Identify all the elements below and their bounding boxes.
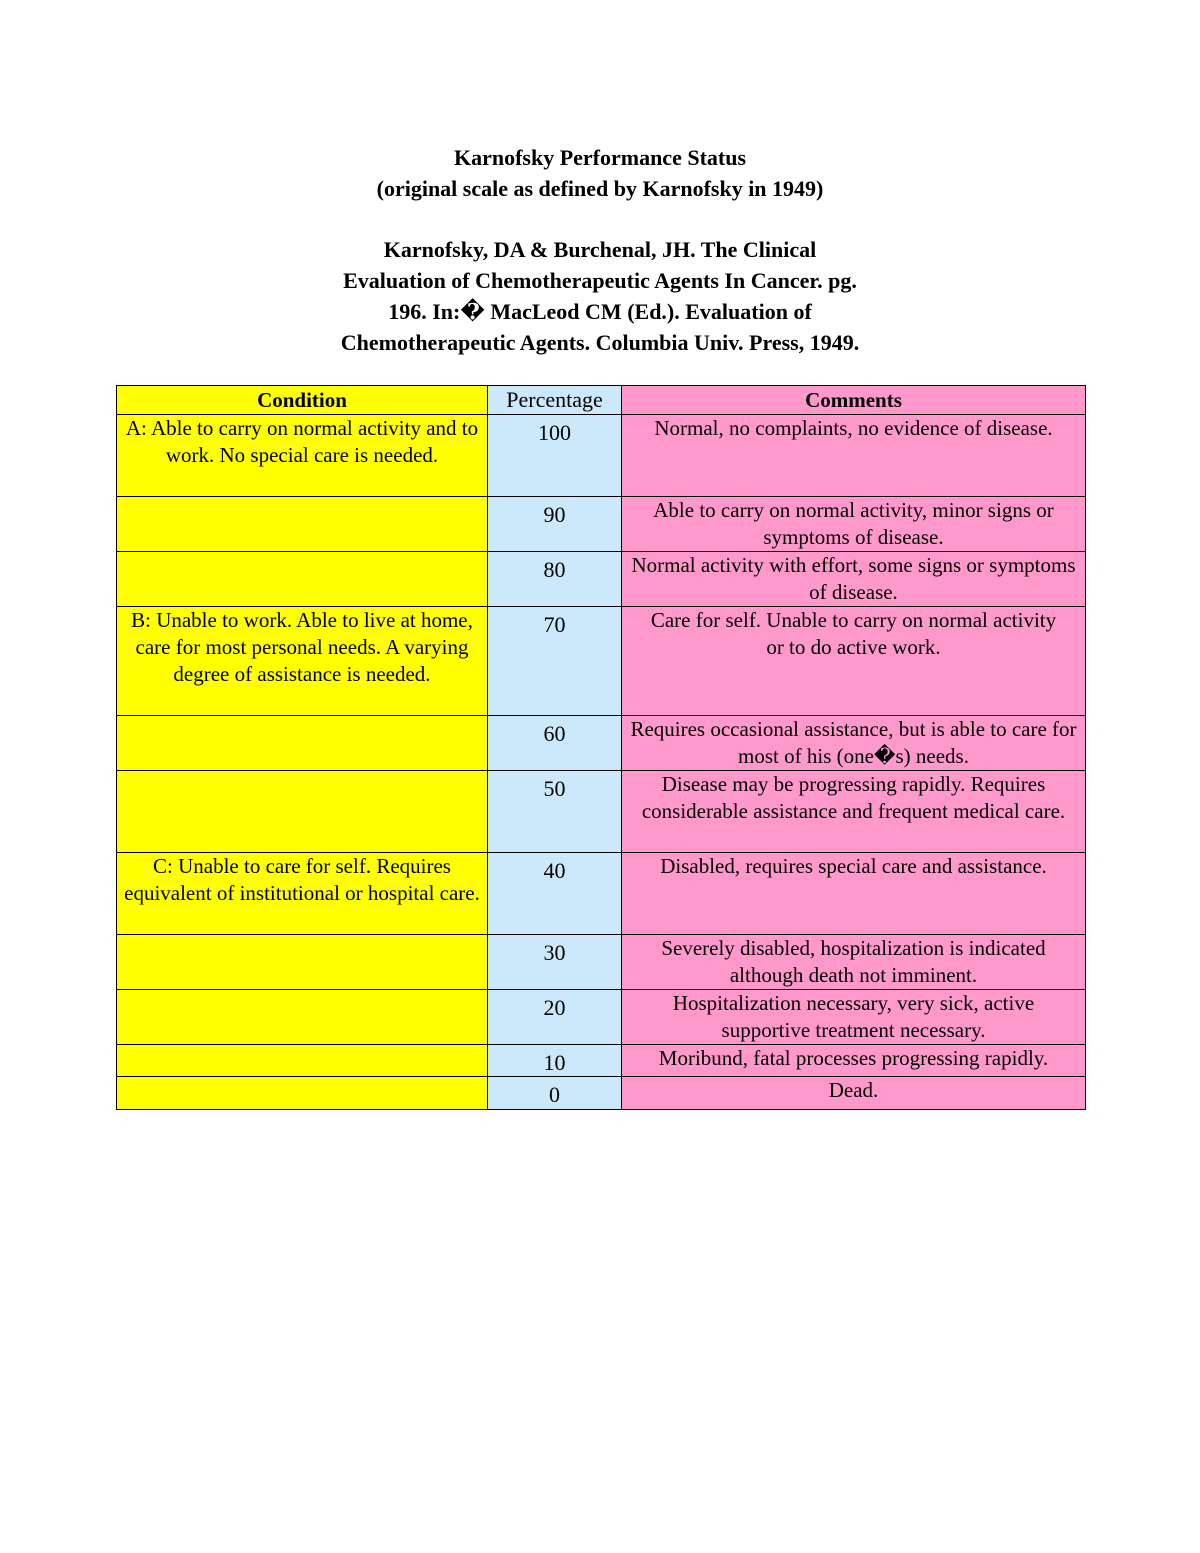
percentage-cell: 40 <box>488 853 622 935</box>
comment-cell: Moribund, fatal processes progressing rapidly. <box>622 1045 1086 1077</box>
table-row <box>117 853 1086 935</box>
table-row <box>117 1045 1086 1077</box>
reference-line: 196. In:� MacLeod CM (Ed.). Evaluation of <box>388 299 812 324</box>
header-spacer <box>0 204 1200 234</box>
percentage-cell: 70 <box>488 607 622 716</box>
condition-cell <box>117 497 488 552</box>
comment-cell: Severely disabled, hospitalization is indicated although death not imminent. <box>622 935 1086 990</box>
table-row <box>117 716 1086 771</box>
condition-cell <box>117 990 488 1045</box>
percentage-cell: 30 <box>488 935 622 990</box>
percentage-cell: 0 <box>488 1077 622 1110</box>
comment-cell: Normal activity with effort, some signs or symptoms of disease. <box>622 552 1086 607</box>
table-row <box>117 935 1086 990</box>
table-row <box>117 607 1086 716</box>
comment-cell: Requires occasional assistance, but is able to care for most of his (one�s) needs. <box>622 716 1086 771</box>
table-row <box>117 415 1086 497</box>
condition-cell: C: Unable to care for self. Requires equivalent of institutional or hospital care. <box>117 853 488 935</box>
column-header-percentage: Percentage <box>488 386 622 415</box>
column-header-condition: Condition <box>117 386 488 415</box>
percentage-cell: 20 <box>488 990 622 1045</box>
comment-cell: Disabled, requires special care and assistance. <box>622 853 1086 935</box>
condition-cell <box>117 1045 488 1077</box>
condition-cell: A: Able to carry on normal activity and to work. No special care is needed. <box>117 415 488 497</box>
comment-cell: Hospitalization necessary, very sick, active supportive treatment necessary. <box>622 990 1086 1045</box>
comment-cell: Care for self. Unable to carry on normal activity or to do active work. <box>622 607 1086 716</box>
document-header <box>0 142 1200 358</box>
percentage-cell: 90 <box>488 497 622 552</box>
reference-line: Karnofsky, DA & Burchenal, JH. The Clinical <box>383 237 817 262</box>
table-header-row <box>117 386 1086 415</box>
condition-cell <box>117 1077 488 1110</box>
page-subtitle: (original scale as defined by Karnofsky in 1949) <box>376 176 824 201</box>
reference-citation <box>0 234 1200 358</box>
table-body <box>117 415 1086 1110</box>
condition-cell: B: Unable to work. Able to live at home, care for most personal needs. A varying degree of assistance is needed. <box>117 607 488 716</box>
comment-cell: Able to carry on normal activity, minor signs or symptoms of disease. <box>622 497 1086 552</box>
percentage-cell: 80 <box>488 552 622 607</box>
condition-cell <box>117 552 488 607</box>
percentage-cell: 60 <box>488 716 622 771</box>
percentage-cell: 50 <box>488 771 622 853</box>
condition-cell <box>117 935 488 990</box>
comment-cell: Normal, no complaints, no evidence of disease. <box>622 415 1086 497</box>
comment-cell: Disease may be progressing rapidly. Requires considerable assistance and frequent medical care. <box>622 771 1086 853</box>
page-title: Karnofsky Performance Status <box>453 145 747 170</box>
table-row <box>117 990 1086 1045</box>
table-row <box>117 771 1086 853</box>
percentage-cell: 10 <box>488 1045 622 1077</box>
percentage-cell: 100 <box>488 415 622 497</box>
comment-cell: Dead. <box>622 1077 1086 1110</box>
table-row <box>117 1077 1086 1110</box>
kps-table <box>116 385 1086 1110</box>
condition-cell <box>117 716 488 771</box>
condition-cell <box>117 771 488 853</box>
table-row <box>117 552 1086 607</box>
table-row <box>117 497 1086 552</box>
reference-line: Chemotherapeutic Agents. Columbia Univ. Press, 1949. <box>340 330 860 355</box>
column-header-comments: Comments <box>622 386 1086 415</box>
reference-line: Evaluation of Chemotherapeutic Agents In Cancer. pg. <box>343 268 857 293</box>
